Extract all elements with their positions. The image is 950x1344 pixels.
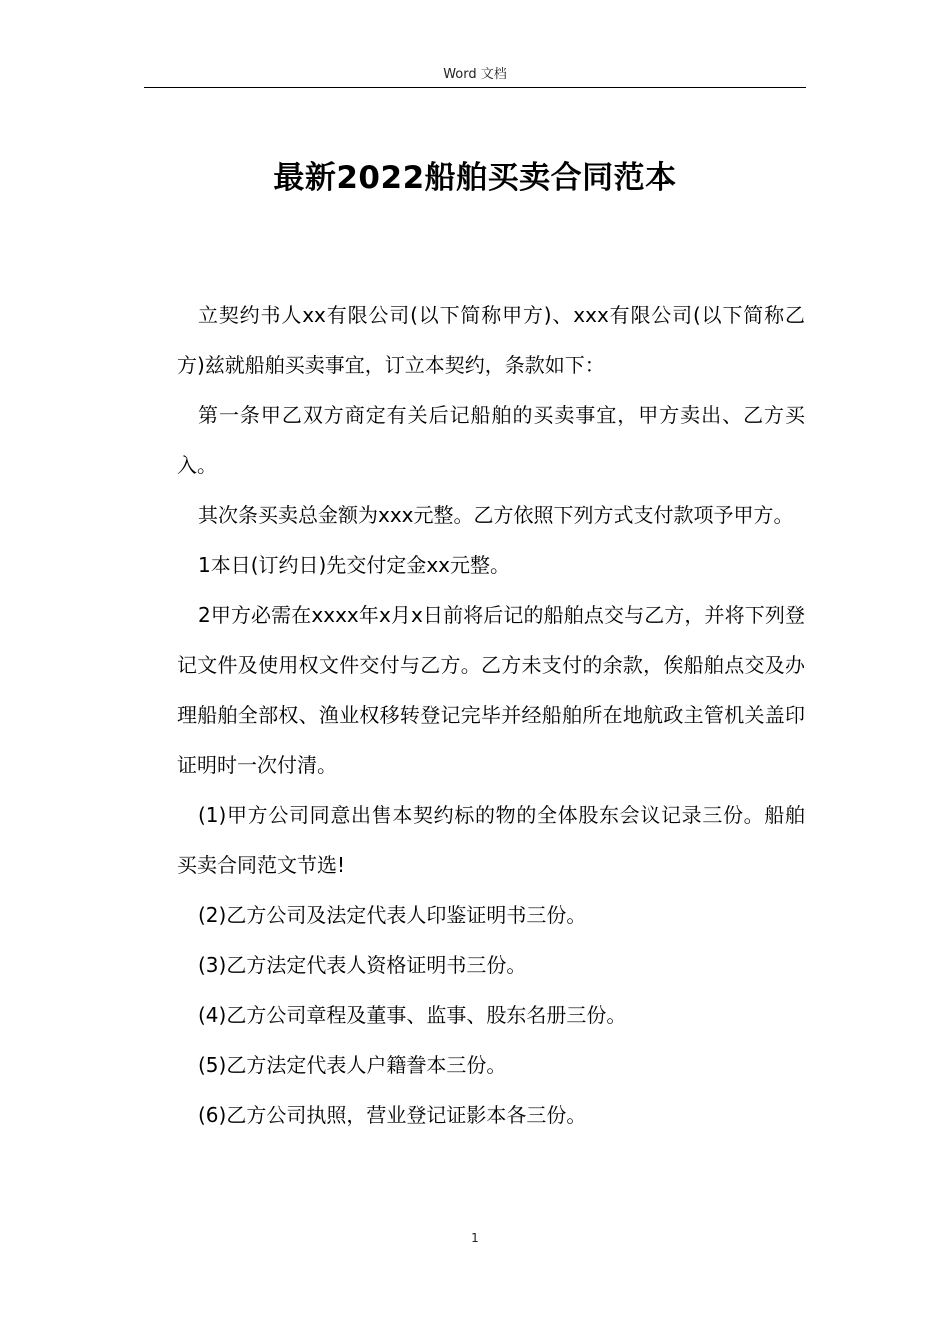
paragraph-subitem-1: (1)甲方公司同意出售本契约标的物的全体股东会议记录三份。船舶买卖合同范文节选! bbox=[177, 803, 805, 877]
page-number: 1 bbox=[471, 1231, 479, 1245]
paragraph-article-1: 第一条甲乙双方商定有关后记船舶的买卖事宜，甲方卖出、乙方买入。 bbox=[177, 403, 805, 477]
paragraph-item-2: 2甲方必需在xxxx年x月x日前将后记的船舶点交与乙方，并将下列登记文件及使用权文件交付与乙方。乙方未支付的余款，俟船舶点交及办理船舶全部权、渔业权移转登记完毕并经船舶所在地航政主管机关盖印证明时一次付清。 bbox=[177, 603, 805, 777]
paragraph-article-2: 其次条买卖总金额为xxx元整。乙方依照下列方式支付款项予甲方。 bbox=[198, 503, 794, 527]
page-header: Word 文档 bbox=[443, 67, 507, 82]
document-title: 最新2022船舶买卖合同范本 bbox=[273, 160, 677, 196]
paragraph-subitem-6: (6)乙方公司执照，营业登记证影本各三份。 bbox=[198, 1103, 587, 1127]
header-divider bbox=[144, 87, 806, 88]
paragraph-subitem-2: (2)乙方公司及法定代表人印鉴证明书三份。 bbox=[198, 903, 587, 927]
paragraph-subitem-5: (5)乙方法定代表人户籍誊本三份。 bbox=[198, 1053, 507, 1077]
paragraph-item-1: 1本日(订约日)先交付定金xx元整。 bbox=[198, 553, 511, 577]
paragraph-subitem-3: (3)乙方法定代表人资格证明书三份。 bbox=[198, 953, 527, 977]
paragraph-subitem-4: (4)乙方公司章程及董事、监事、股东名册三份。 bbox=[198, 1003, 627, 1027]
paragraph-preamble: 立契约书人xx有限公司(以下简称甲方)、xxx有限公司(以下简称乙方)兹就船舶买卖事宜，订立本契约，条款如下： bbox=[177, 303, 805, 377]
document-body bbox=[177, 290, 805, 1140]
